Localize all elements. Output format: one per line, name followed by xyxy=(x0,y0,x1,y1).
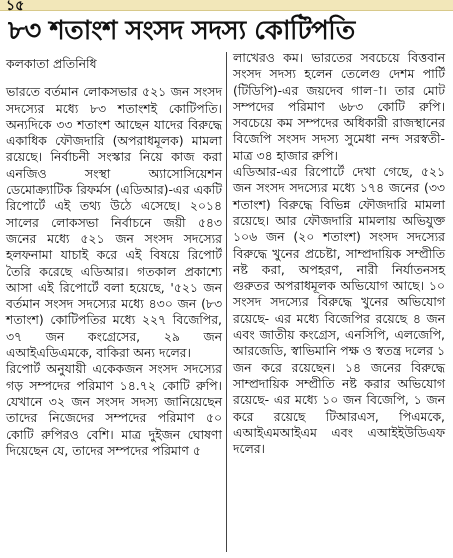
paragraph: ভারতে বর্তমান লোকসভার ৫২১ জন সংসদ সদস্যের মধ্যে ৮৩ শতাংশই কোটিপতি। অন্যদিকে ৩৩ শতাংশ আছেন যাদের বিরুদ্ধে একাধিক ফৌজদারি (অপরাধমূলক) মামলা রয়েছে। নির্বাচনী সংস্কার নিয়ে কাজ করা এনজিও সংস্থা অ্যাসোসিয়েশন ডেমোক্র্যাটিক রিফর্মস (এডিআর)-এর একটি রিপোর্টে এই তথ্য উঠে এসেছে। ২০১৪ সালের লোকসভা নির্বাচনে জয়ী ৫৪৩ জনের মধ্যে ৫২১ জন সংসদ সদস্যের হলফনামা যাচাই করে এই বিষয়ে রিপোর্ট তৈরি করেছে এডিআর। গতকাল প্রকাশ্যে আসা এই রিপোর্টে বলা হয়েছে, '৫২১ জন বর্তমান সংসদ সদস্যের মধ্যে ৪৩০ জন (৮৩ শতাংশ) কোটিপতির মধ্যে ২২৭ বিজেপির, ৩৭ জন কংগ্রেসের, ২৯ জন এআইএডিএমকে, বাকিরা অন্য দলের। xyxy=(6,84,222,361)
paragraph: রিপোর্ট অনুযায়ী একেকজন সংসদ সদস্যের গড় সম্পদের পরিমাণ ১৪.৭২ কোটি রুপি। যেখানে ৩২ জন সংসদ সদস্য জানিয়েছেন তাদের নিজেদের সম্পদের পরিমাণ ৫০ কোটি রুপিরও বেশি। মাত্র দুইজন ঘোষণা দিয়েছেন যে, তাদের সম্পদের পরিমাণ ৫ xyxy=(6,361,222,458)
byline: কলকাতা প্রতিনিধি xyxy=(6,56,97,71)
page-number: ১৫ xyxy=(6,0,25,14)
article-column-right xyxy=(233,50,445,457)
paragraph: এডিআর-এর রিপোর্টে দেখা গেছে, ৫২১ জন সংসদ সদস্যের মধ্যে ১৭৪ জনের (৩৩ শতাংশ) বিরুদ্ধে বিভিন্ন ফৌজদারি মামলা রয়েছে। আর ফৌজদারি মামলায় অভিযুক্ত ১০৬ জন (২০ শতাংশ) সংসদ সদস্যের বিরুদ্ধে খুনের প্রচেষ্টা, সাম্প্রদায়িক সম্প্রীতি নষ্ট করা, অপহরণ, নারী নির্যাতনসহ গুরুতর অপরাধমূলক অভিযোগ আছে। ১০ সংসদ সদস্যের বিরুদ্ধে খুনের অভিযোগ রয়েছে- এর মধ্যে বিজেপির রয়েছে ৪ জন এবং জাতীয় কংগ্রেস, এনসিপি, এলজেপি, আরজেডি, স্বাভিমানি পক্ষ ও স্বতন্ত্র দলের ১ জন করে রয়েছেন। ১৪ জনের বিরুদ্ধে সাম্প্রদায়িক সম্প্রীতি নষ্ট করার অভিযোগ রয়েছে- এর মধ্যে ১০ জন বিজেপি, ১ জন করে রয়েছে টিআরএস, পিএমকে, এআইএমআইএম এবং এআইইউডিএফ দলের। xyxy=(233,164,445,457)
article-headline: ৮৩ শতাংশ সংসদ সদস্য কোটিপতি xyxy=(8,16,355,46)
column-divider xyxy=(226,52,227,552)
article-column-left xyxy=(6,56,222,459)
paragraph: লাখেরও কম। ভারতের সবচেয়ে বিত্তবান সংসদ সদস্য হলেন তেলেগু দেশম পার্টি (টিডিপি)-এর জয়দেব গাল-া। তার মোট সম্পদের পরিমাণ ৬৮৩ কোটি রুপি। সবচেয়ে কম সম্পদের অধিকারী রাজস্থানের বিজেপি সংসদ সদস্য সুমেধা নন্দ সরস্বতী-মাত্র ৩৪ হাজার রুপি। xyxy=(233,50,445,163)
page-header-strip xyxy=(0,0,453,14)
